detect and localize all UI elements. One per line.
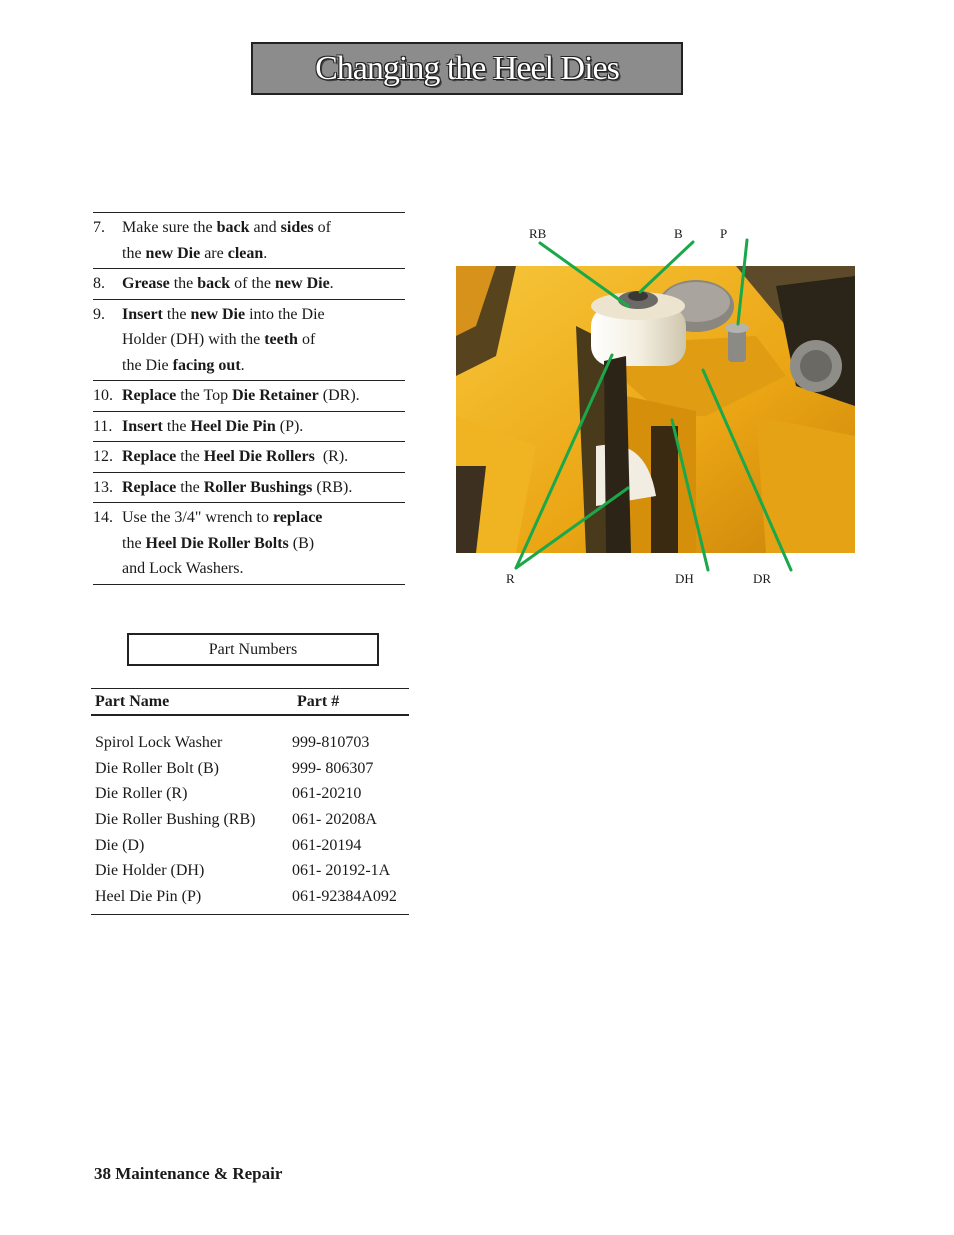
step-text [122,353,405,379]
parts-table [91,688,409,915]
label-p: P [720,226,728,241]
heel-die-photo [456,266,855,553]
emphasis-text: new Die [145,244,201,262]
emphasis-text: clean [227,244,264,262]
header-part-name: Part Name [95,692,170,710]
plain-text: of [297,331,316,348]
plain-text: the [122,534,146,552]
emphasis-text: Insert [122,417,163,435]
parts-table-row [91,833,409,859]
part-number: 061- 20192-1A [292,862,391,880]
plain-text: and Lock Washers. [122,560,244,577]
label-b: B [674,226,683,241]
step-text [122,327,405,353]
label-r: R [506,571,515,586]
step-text [122,444,405,470]
plain-text: the [122,244,146,262]
step-text [122,505,405,531]
step-item [93,268,405,299]
parts-table-row [91,756,409,782]
part-number: 061- 20208A [292,810,377,828]
emphasis-text: Grease [122,275,170,292]
step-item [93,299,405,381]
part-numbers-label: Part Numbers [208,640,298,658]
part-name: Die Roller Bolt (B) [95,759,219,777]
plain-text: . [240,356,245,374]
step-text [122,215,405,241]
step-number: 12. [93,448,113,465]
plain-text: (P). [275,417,304,435]
emphasis-text: Heel Die Rollers [203,448,315,465]
step-text [122,531,405,557]
step-text [122,475,405,501]
machine-illustration [456,266,855,553]
step-text [122,302,405,328]
plain-text: the [176,448,204,465]
parts-table-row [91,781,409,807]
step-number: 10. [93,387,113,404]
plain-text: the Die [122,356,173,374]
plain-text: the Top [176,387,233,404]
emphasis-text: facing out [172,356,241,374]
part-number: 999-810703 [292,733,370,751]
page-title: Changing the Heel Dies [315,49,619,87]
step-number: 9. [93,305,105,323]
plain-text: are [200,244,228,262]
parts-table-body [91,716,409,915]
plain-text: (RB). [312,478,353,496]
part-name: Die (D) [95,836,145,854]
parts-table-row [91,884,409,910]
step-text [122,241,405,267]
part-name: Die Roller Bushing (RB) [95,810,256,828]
plain-text: (R). [314,448,349,465]
emphasis-text: back [216,219,250,236]
step-item [93,441,405,472]
plain-text: into the Die [245,305,325,323]
step-text [122,414,405,440]
step-text [122,383,405,409]
label-dr: DR [753,571,772,586]
plain-text: of the [230,275,276,292]
header-part-number: Part # [297,692,340,710]
page-footer: 38 Maintenance & Repair [94,1164,283,1183]
plain-text: (DR). [318,387,360,404]
label-dh: DH [675,571,694,586]
plain-text: . [329,275,334,292]
part-number: 999- 806307 [292,759,374,777]
part-name: Spirol Lock Washer [95,733,223,751]
step-number: 11. [93,417,113,435]
emphasis-text: new Die [275,275,330,292]
step-item [93,472,405,503]
plain-text: the [162,417,191,435]
instruction-steps [93,212,405,585]
plain-text: the [176,478,204,496]
emphasis-text: Roller Bushings [203,478,313,496]
parts-table-row [91,807,409,833]
parts-table-row [91,730,409,756]
emphasis-text: Replace [122,448,177,465]
step-item [93,411,405,442]
step-number: 8. [93,275,105,292]
emphasis-text: Die Retainer [232,387,319,404]
emphasis-text: Heel Die Roller Bolts [145,534,289,552]
parts-table-header [91,688,409,716]
plain-text: Holder (DH) with the [122,331,265,348]
title-banner [251,42,683,95]
plain-text: . [263,244,268,262]
emphasis-text: Replace [122,478,177,496]
emphasis-text: teeth [264,331,298,348]
emphasis-text: replace [272,509,323,526]
emphasis-text: Insert [122,305,163,323]
parts-table-row [91,858,409,884]
step-number: 13. [93,478,113,496]
step-text [122,556,405,582]
part-number: 061-20210 [292,785,362,803]
step-item [93,212,405,268]
emphasis-text: Heel Die Pin [190,417,276,435]
plain-text: the [169,275,198,292]
part-name: Heel Die Pin (P) [95,887,202,905]
emphasis-text: new Die [190,305,246,323]
step-number: 14. [93,509,113,526]
step-item [93,502,405,585]
plain-text: (B) [288,534,315,552]
emphasis-text: back [197,275,231,292]
step-text [122,271,405,297]
step-item [93,380,405,411]
step-number: 7. [93,219,105,236]
emphasis-text: Replace [122,387,177,404]
part-number: 061-92384A092 [292,887,397,905]
plain-text: the [162,305,191,323]
emphasis-text: sides [280,219,314,236]
plain-text: Make sure the [122,219,217,236]
part-numbers-heading [127,633,379,666]
part-number: 061-20194 [292,836,362,854]
part-name: Die Holder (DH) [95,862,205,880]
plain-text: and [249,219,281,236]
plain-text: Use the 3/4" wrench to [122,509,273,526]
label-rb: RB [529,226,547,241]
part-name: Die Roller (R) [95,785,188,803]
plain-text: of [313,219,331,236]
